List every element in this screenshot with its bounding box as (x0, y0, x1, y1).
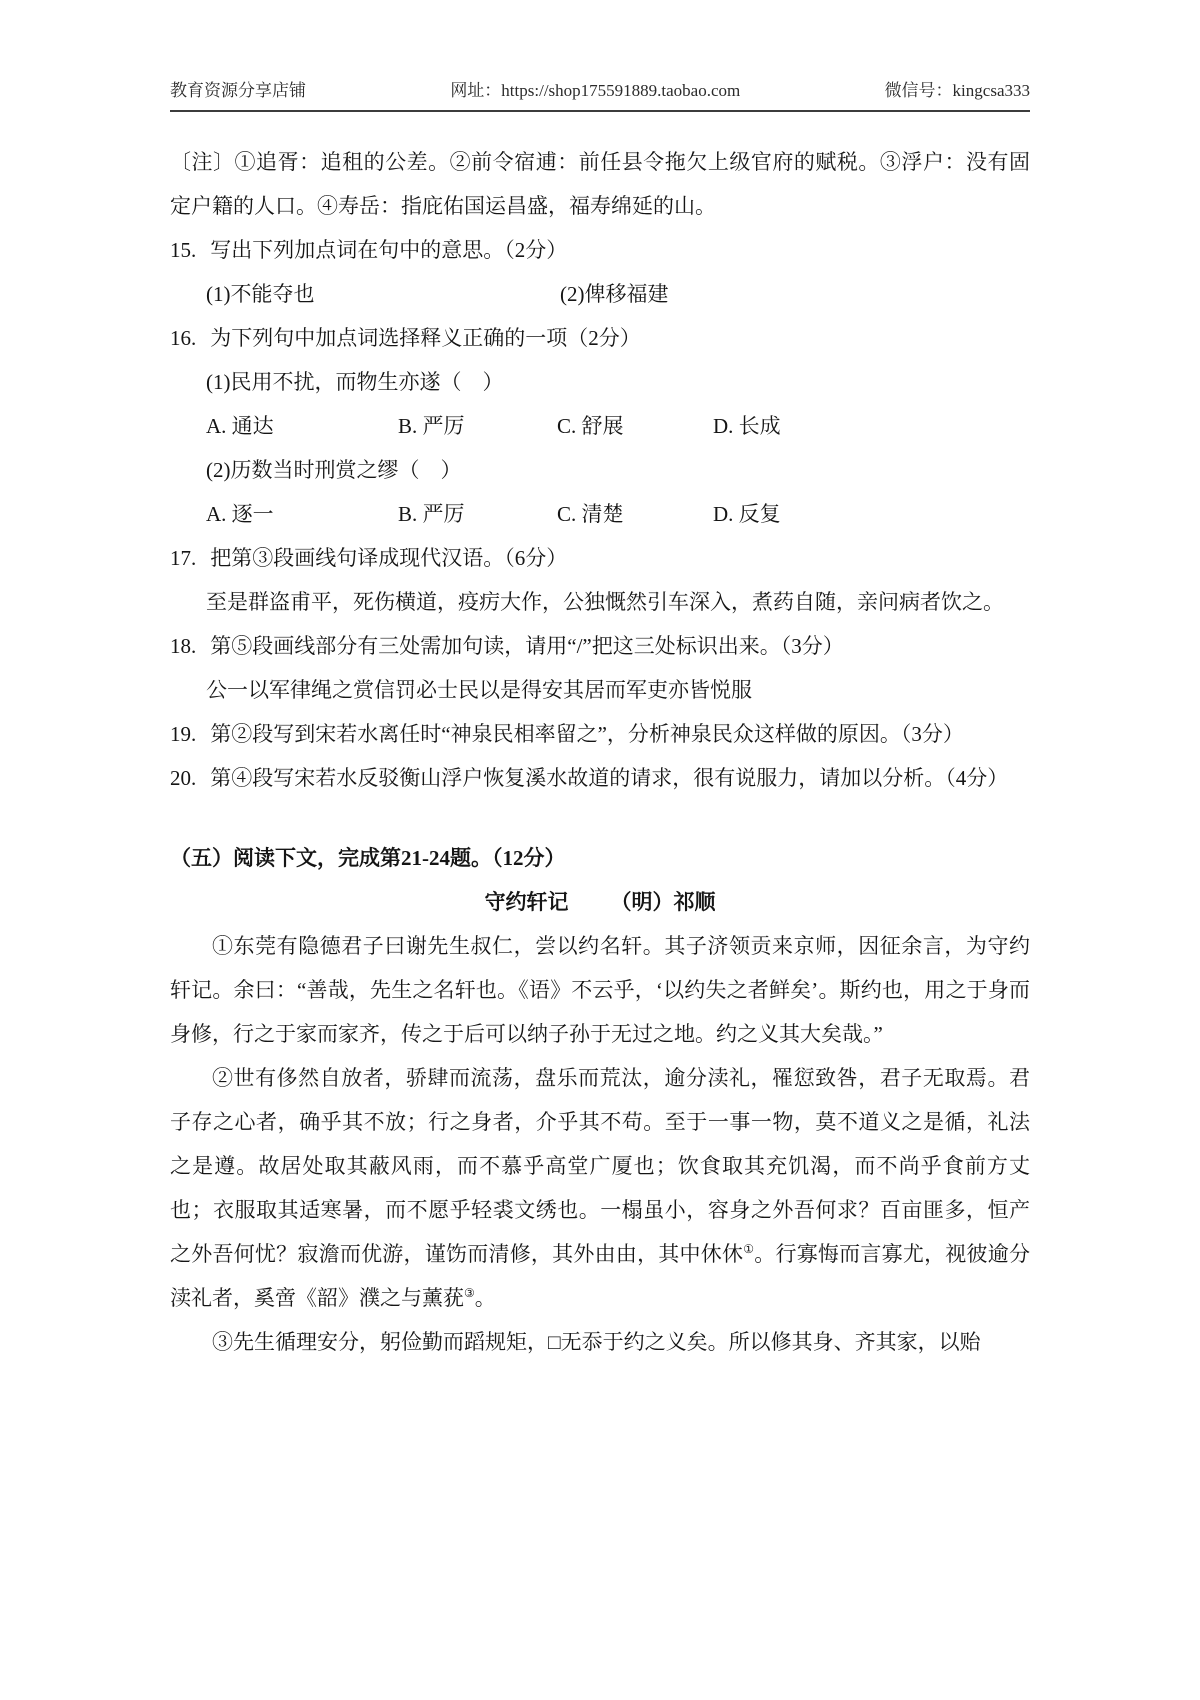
question-15-items (170, 272, 1030, 316)
passage-paragraph-3: ③先生循理安分，躬俭勤而蹈规矩，□无忝于约之义矣。所以修其身、齐其家，以贻 (212, 1330, 981, 1354)
question-16-options-2 (170, 492, 1030, 536)
question-15-item-1: (1)不能夺也 (206, 282, 315, 306)
question-15-number: 15. (170, 238, 197, 262)
passage-paragraph-1: ①东莞有隐德君子曰谢先生叔仁，尝以约名轩。其子济领贡来京师，因征余言，为守约轩记。余曰：“善哉，先生之名轩也。《语》不云乎，‘以约失之者鲜矣’。斯约也，用之于身而身修，行之于家而家齐，传之于后可以纳子孙于无过之地。约之义其大矣哉。” (170, 934, 1030, 1046)
question-15-text: 写出下列加点词在句中的意思。（2分） (210, 238, 568, 262)
option-b: B. 严厉 (398, 502, 465, 526)
question-20 (170, 756, 1030, 800)
option-c: C. 清楚 (557, 502, 624, 526)
question-16-options-1 (170, 404, 1030, 448)
question-19-text: 第②段写到宋若水离任时“神泉民相率留之”，分析神泉民众这样做的原因。（3分） (210, 722, 964, 746)
passage-author: （明）祁顺 (610, 890, 716, 914)
question-16-sub-1: (1)民用不扰，而物生亦遂（ ） (206, 370, 504, 394)
option-d: D. 反复 (713, 502, 781, 526)
option-c: C. 舒展 (557, 414, 624, 438)
exam-content (170, 140, 1030, 1364)
question-17-passage: 至是群盗甫平，死伤横道，疫疠大作，公独慨然引车深入，煮药自随，亲问病者饮之。 (206, 590, 1004, 614)
question-19-number: 19. (170, 722, 197, 746)
option-a: A. 逐一 (206, 502, 274, 526)
header-wechat: 微信号：kingcsa333 (884, 81, 1030, 100)
question-18-number: 18. (170, 634, 197, 658)
question-15 (170, 228, 1030, 272)
question-16-text: 为下列句中加点词选择释义正确的一项（2分） (210, 326, 641, 350)
question-16-number: 16. (170, 326, 197, 350)
paragraph-2-text-b: 。行寡悔而言寡尤，视彼逾分渎礼者，奚啻《韶》濮之与薰莸 (170, 1242, 1031, 1310)
option-a: A. 通达 (206, 414, 274, 438)
passage-title: 守约轩记 (484, 890, 569, 914)
option-d: D. 长成 (713, 414, 781, 438)
question-18-text: 第⑤段画线部分有三处需加句读，请用“/”把这三处标识出来。（3分） (210, 634, 844, 658)
question-16-sub-2: (2)历数当时刑赏之缪（ ） (206, 458, 462, 482)
question-18-passage: 公一以军律绳之赏信罚必士民以是得安其居而军吏亦皆悦服 (206, 678, 752, 702)
passage-paragraph-2 (170, 1056, 1030, 1320)
option-b: B. 严厉 (398, 414, 465, 438)
note-paragraph: 〔注〕①追胥：追租的公差。②前令宿逋：前任县令拖欠上级官府的赋税。③浮户：没有固定户籍的人口。④寿岳：指庇佑国运昌盛，福寿绵延的山。 (170, 150, 1030, 218)
question-18 (170, 624, 1030, 668)
question-17-text: 把第③段画线句译成现代汉语。（6分） (210, 546, 568, 570)
page-header (170, 76, 1030, 112)
header-url: 网址：https://shop175591889.taobao.com (450, 81, 741, 100)
question-19 (170, 712, 1030, 756)
question-17-number: 17. (170, 546, 197, 570)
question-16 (170, 316, 1030, 360)
section-5-heading: （五）阅读下文，完成第21-24题。（12分） (170, 846, 566, 870)
passage-title-line (170, 880, 1030, 924)
question-17 (170, 536, 1030, 580)
footnote-marker-3: ③ (464, 1286, 475, 1300)
question-20-number: 20. (170, 766, 197, 790)
header-shop-name: 教育资源分享店铺 (170, 81, 306, 100)
footnote-marker-1: ① (743, 1242, 755, 1256)
paragraph-2-text-c: 。 (474, 1286, 496, 1310)
question-15-item-2: (2)俾移福建 (560, 282, 669, 306)
question-20-text: 第④段写宋若水反驳衡山浮户恢复溪水故道的请求，很有说服力，请加以分析。（4分） (210, 766, 1009, 790)
paragraph-2-text-a: ②世有侈然自放者，骄肆而流荡，盘乐而荒汰，逾分渎礼，罹愆致咎，君子无取焉。君子存之心者，确乎其不放；行之身者，介乎其不苟。至于一事一物，莫不道义之是循，礼法之是遵。故居处取其蔽风雨，而不慕乎高堂广厦也；饮食取其充饥渴，而不尚乎食前方丈也；衣服取其适寒暑，而不愿乎轻裘文绣也。一榻虽小，容身之外吾何求？百亩匪多，恒产之外吾何忧？寂澹而优游，谨饬而清修，其外由由，其中休休 (170, 1066, 1030, 1266)
